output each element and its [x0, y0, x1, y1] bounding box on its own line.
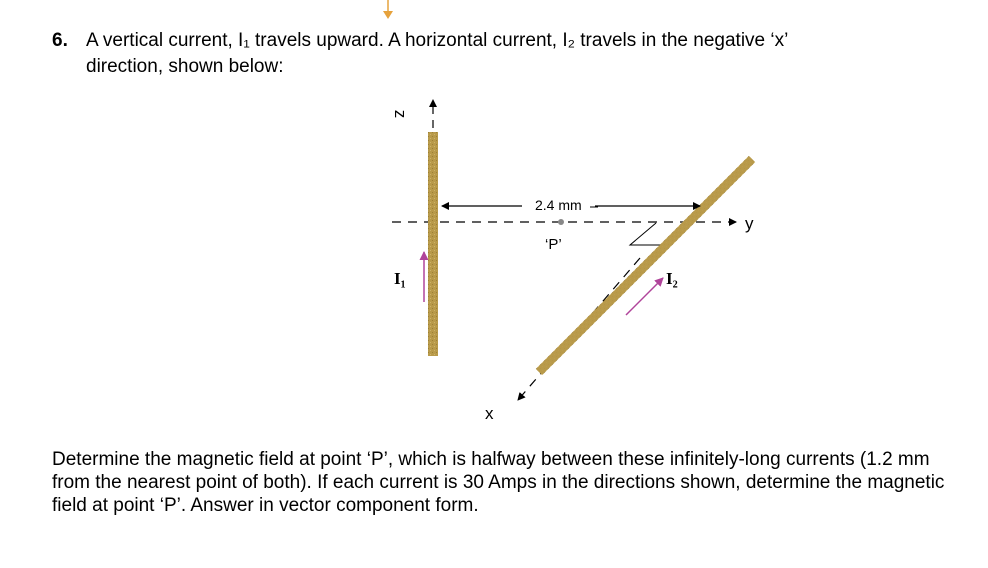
- current1-label: I₁: [394, 269, 406, 288]
- question-line-1: A vertical current, I₁ travels upward. A horizontal current, I₂ travels in the negative ‘x’: [86, 30, 789, 51]
- x-axis-label: x: [485, 404, 494, 423]
- vertical-wire: [428, 132, 438, 356]
- y-axis-label: y: [745, 214, 754, 233]
- point-p-label: ‘P’: [545, 236, 562, 253]
- problem-statement: Determine the magnetic field at point ‘P’, which is halfway between these infinitely-long currents (1.2 mm from the nearest point of both). If each current is 30 Amps in the directions shown, determine the magnetic field at point ‘P’. Answer in vector component form.: [52, 449, 945, 516]
- question-line-2: direction, shown below:: [86, 56, 284, 77]
- question-number: 6.: [52, 30, 68, 51]
- diagonal-wire-fill: [539, 159, 752, 372]
- right-angle-marker: [630, 223, 668, 245]
- point-p: [558, 219, 564, 225]
- current2-label: I₂: [666, 269, 678, 288]
- z-axis-label: z: [391, 109, 410, 119]
- distance-label: 2.4 mm: [535, 197, 582, 213]
